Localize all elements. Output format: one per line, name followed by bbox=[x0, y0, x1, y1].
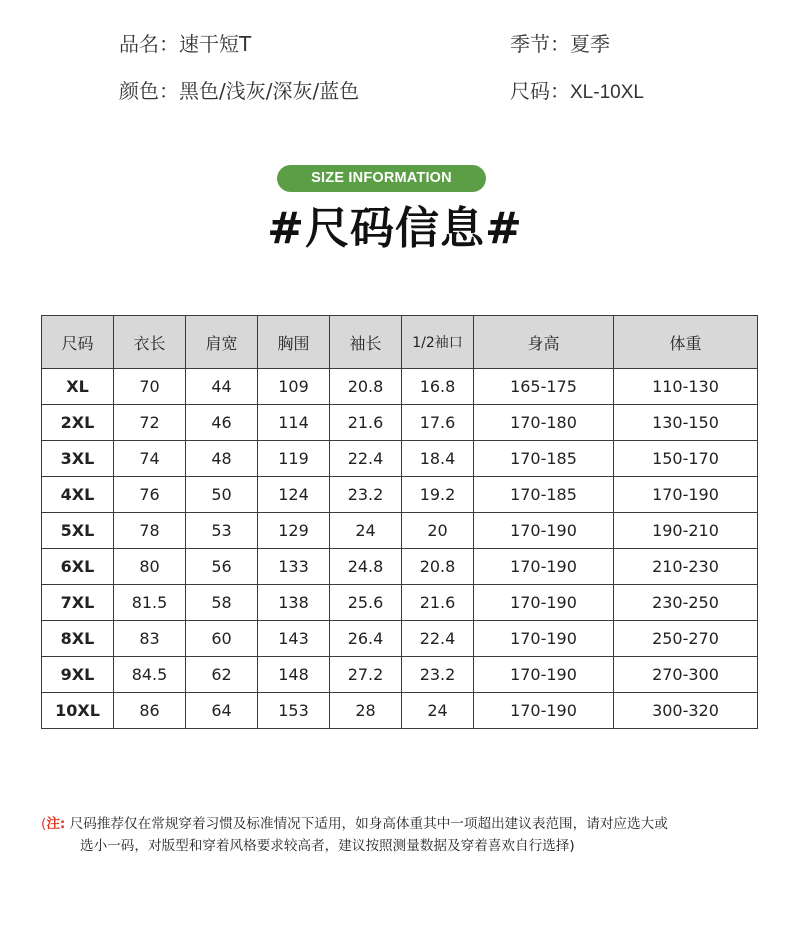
cell-weight: 110-130 bbox=[614, 369, 758, 405]
cell-chest: 138 bbox=[258, 585, 330, 621]
cell-cuff: 21.6 bbox=[402, 585, 474, 621]
separator: ： bbox=[550, 79, 570, 103]
table-row bbox=[42, 693, 758, 729]
note-line-2: 选小一码，对版型和穿着风格要求较高者，建议按照测量数据及穿着喜欢自行选择) bbox=[80, 838, 575, 854]
cell-height: 170-190 bbox=[474, 585, 614, 621]
product-color-row bbox=[119, 75, 359, 104]
cell-size: 8XL bbox=[42, 621, 114, 657]
product-size-row bbox=[510, 75, 644, 104]
cell-sleeve: 22.4 bbox=[330, 441, 402, 477]
cell-length: 70 bbox=[114, 369, 186, 405]
note-label: 注: bbox=[46, 816, 66, 832]
table-row bbox=[42, 441, 758, 477]
cell-height: 170-185 bbox=[474, 441, 614, 477]
cell-shoulder: 46 bbox=[186, 405, 258, 441]
cell-height: 170-185 bbox=[474, 477, 614, 513]
cell-cuff: 18.4 bbox=[402, 441, 474, 477]
cell-weight: 190-210 bbox=[614, 513, 758, 549]
cell-chest: 148 bbox=[258, 657, 330, 693]
product-season-row bbox=[510, 28, 610, 57]
cell-height: 170-190 bbox=[474, 513, 614, 549]
cell-size: 5XL bbox=[42, 513, 114, 549]
cell-sleeve: 24 bbox=[330, 513, 402, 549]
cell-shoulder: 58 bbox=[186, 585, 258, 621]
table-row bbox=[42, 621, 758, 657]
cell-chest: 119 bbox=[258, 441, 330, 477]
cell-sleeve: 23.2 bbox=[330, 477, 402, 513]
product-name-value: 速干短T bbox=[179, 32, 252, 56]
column-header-length: 衣长 bbox=[114, 316, 186, 369]
cell-length: 81.5 bbox=[114, 585, 186, 621]
cell-weight: 270-300 bbox=[614, 657, 758, 693]
product-season-key: 季节 bbox=[510, 32, 550, 56]
cell-shoulder: 56 bbox=[186, 549, 258, 585]
product-color-value: 黑色/浅灰/深灰/蓝色 bbox=[179, 79, 360, 103]
cell-weight: 170-190 bbox=[614, 477, 758, 513]
cell-weight: 150-170 bbox=[614, 441, 758, 477]
table-row bbox=[42, 549, 758, 585]
column-header-cuff: 1/2袖口 bbox=[402, 316, 474, 369]
note-text-1: 尺码推荐仅在常规穿着习惯及标准情况下适用，如身高体重其中一项超出建议表范围，请对应选大或 bbox=[65, 816, 668, 832]
cell-sleeve: 27.2 bbox=[330, 657, 402, 693]
table-row bbox=[42, 657, 758, 693]
column-header-size: 尺码 bbox=[42, 316, 114, 369]
cell-weight: 130-150 bbox=[614, 405, 758, 441]
cell-length: 83 bbox=[114, 621, 186, 657]
product-season-value: 夏季 bbox=[570, 32, 610, 56]
column-header-sleeve: 袖长 bbox=[330, 316, 402, 369]
cell-weight: 210-230 bbox=[614, 549, 758, 585]
cell-size: 6XL bbox=[42, 549, 114, 585]
cell-length: 74 bbox=[114, 441, 186, 477]
cell-weight: 230-250 bbox=[614, 585, 758, 621]
cell-chest: 133 bbox=[258, 549, 330, 585]
cell-length: 72 bbox=[114, 405, 186, 441]
product-size-value: XL-10XL bbox=[570, 82, 644, 103]
cell-length: 86 bbox=[114, 693, 186, 729]
cell-height: 170-190 bbox=[474, 693, 614, 729]
table-row bbox=[42, 477, 758, 513]
cell-height: 165-175 bbox=[474, 369, 614, 405]
column-header-chest: 胸围 bbox=[258, 316, 330, 369]
separator: ： bbox=[159, 79, 179, 103]
cell-chest: 124 bbox=[258, 477, 330, 513]
cell-chest: 153 bbox=[258, 693, 330, 729]
cell-length: 76 bbox=[114, 477, 186, 513]
cell-size: XL bbox=[42, 369, 114, 405]
product-name-key: 品名 bbox=[119, 32, 159, 56]
cell-cuff: 19.2 bbox=[402, 477, 474, 513]
cell-size: 4XL bbox=[42, 477, 114, 513]
cell-height: 170-190 bbox=[474, 621, 614, 657]
cell-cuff: 16.8 bbox=[402, 369, 474, 405]
product-size-key: 尺码 bbox=[510, 79, 550, 103]
table-row bbox=[42, 405, 758, 441]
product-name-row bbox=[119, 28, 251, 57]
note-open-paren: ( bbox=[41, 816, 47, 832]
table-row bbox=[42, 369, 758, 405]
table-header-row bbox=[42, 316, 758, 369]
cell-cuff: 23.2 bbox=[402, 657, 474, 693]
cell-weight: 250-270 bbox=[614, 621, 758, 657]
cell-height: 170-190 bbox=[474, 657, 614, 693]
cell-length: 80 bbox=[114, 549, 186, 585]
cell-sleeve: 26.4 bbox=[330, 621, 402, 657]
cell-shoulder: 50 bbox=[186, 477, 258, 513]
size-table bbox=[41, 315, 758, 729]
cell-chest: 129 bbox=[258, 513, 330, 549]
cell-sleeve: 24.8 bbox=[330, 549, 402, 585]
cell-cuff: 24 bbox=[402, 693, 474, 729]
cell-height: 170-180 bbox=[474, 405, 614, 441]
cell-chest: 114 bbox=[258, 405, 330, 441]
cell-shoulder: 64 bbox=[186, 693, 258, 729]
cell-cuff: 17.6 bbox=[402, 405, 474, 441]
cell-size: 10XL bbox=[42, 693, 114, 729]
cell-weight: 300-320 bbox=[614, 693, 758, 729]
cell-size: 9XL bbox=[42, 657, 114, 693]
cell-sleeve: 25.6 bbox=[330, 585, 402, 621]
separator: ： bbox=[550, 32, 570, 56]
cell-shoulder: 48 bbox=[186, 441, 258, 477]
cell-shoulder: 53 bbox=[186, 513, 258, 549]
cell-shoulder: 60 bbox=[186, 621, 258, 657]
cell-sleeve: 20.8 bbox=[330, 369, 402, 405]
separator: ： bbox=[159, 32, 179, 56]
table-row bbox=[42, 585, 758, 621]
product-color-key: 颜色 bbox=[119, 79, 159, 103]
cell-size: 3XL bbox=[42, 441, 114, 477]
table-row bbox=[42, 513, 758, 549]
column-header-shoulder: 肩宽 bbox=[186, 316, 258, 369]
cell-length: 84.5 bbox=[114, 657, 186, 693]
note-line-1 bbox=[41, 813, 756, 835]
cell-cuff: 20 bbox=[402, 513, 474, 549]
cell-shoulder: 62 bbox=[186, 657, 258, 693]
column-header-weight: 体重 bbox=[614, 316, 758, 369]
cell-sleeve: 28 bbox=[330, 693, 402, 729]
cell-height: 170-190 bbox=[474, 549, 614, 585]
cell-cuff: 22.4 bbox=[402, 621, 474, 657]
size-information-badge: SIZE INFORMATION bbox=[277, 165, 486, 192]
cell-length: 78 bbox=[114, 513, 186, 549]
column-header-height: 身高 bbox=[474, 316, 614, 369]
cell-shoulder: 44 bbox=[186, 369, 258, 405]
cell-chest: 109 bbox=[258, 369, 330, 405]
size-info-heading: #尺码信息# bbox=[267, 203, 523, 254]
cell-cuff: 20.8 bbox=[402, 549, 474, 585]
size-note bbox=[41, 813, 756, 857]
cell-sleeve: 21.6 bbox=[330, 405, 402, 441]
cell-chest: 143 bbox=[258, 621, 330, 657]
cell-size: 7XL bbox=[42, 585, 114, 621]
cell-size: 2XL bbox=[42, 405, 114, 441]
